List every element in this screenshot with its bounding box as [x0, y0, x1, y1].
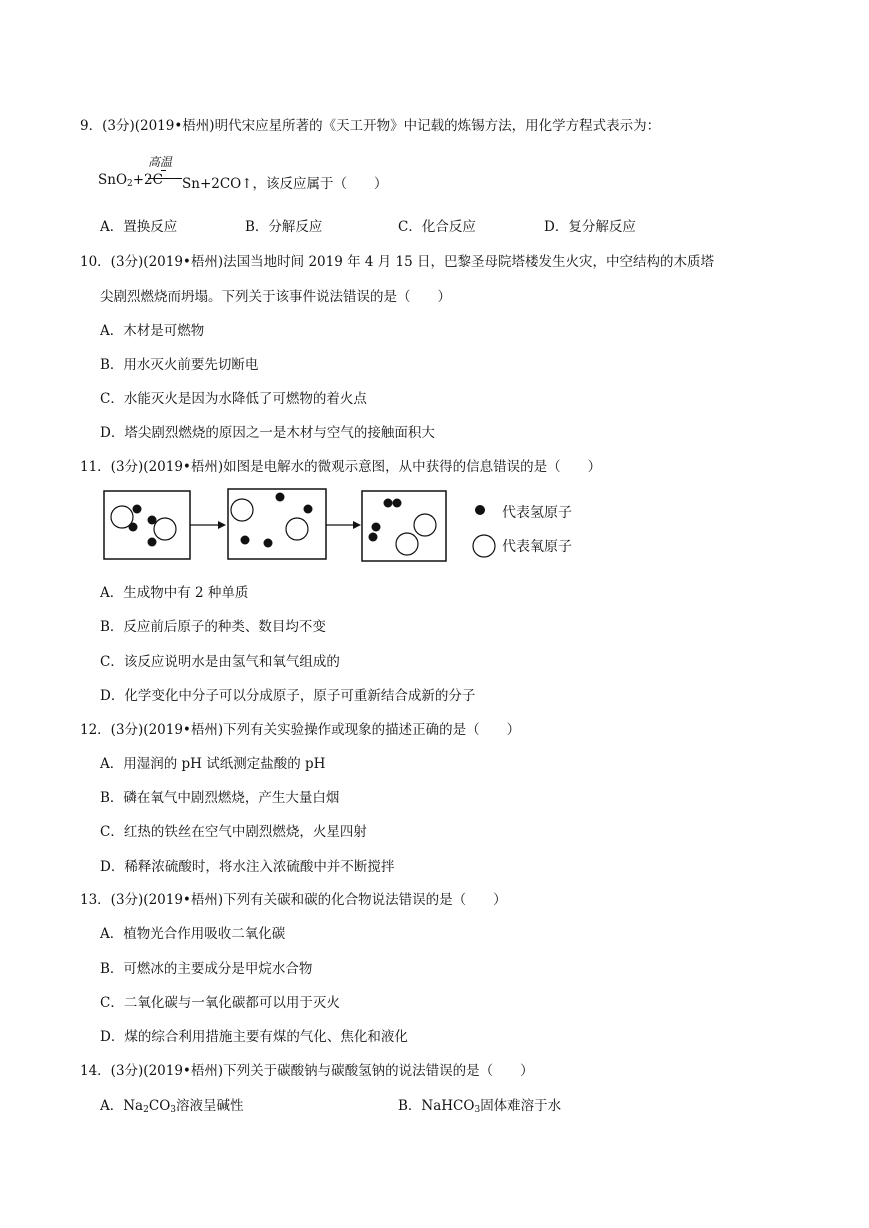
oxygen-atom	[396, 533, 418, 555]
q10-stem-line2: 尖剧烈燃烧而坍塌。下列关于该事件说法错误的是（ ）	[100, 289, 451, 305]
q11-option-a[interactable]: A．生成物中有 2 种单质	[100, 585, 249, 601]
oxygen-atom	[286, 518, 308, 540]
hydrogen-atom	[264, 539, 273, 548]
q12-stem: 12．(3分)(2019•梧州)下列有关实验操作或现象的描述正确的是（ ）	[80, 722, 521, 738]
q10-stem-line1: 10．(3分)(2019•梧州)法国当地时间 2019 年 4 月 15 日，巴黎圣母院塔楼发生火灾，中空结构的木质塔	[80, 254, 715, 270]
legend-oxygen-circle	[473, 535, 495, 557]
q11-option-b[interactable]: B．反应前后原子的种类、数目均不变	[100, 619, 326, 635]
legend-hydrogen-label: 代表氢原子	[502, 505, 572, 521]
arrow-2-head	[353, 521, 361, 529]
hydrogen-atom	[304, 505, 313, 514]
q12-option-c[interactable]: C．红热的铁丝在空气中剧烈燃烧，火星四射	[100, 824, 367, 840]
oxygen-atom	[414, 514, 436, 536]
q9-equation-left: SnO$_2$+2C	[98, 172, 163, 189]
condition-mark	[161, 170, 166, 171]
hydrogen-atom	[372, 523, 381, 532]
oxygen-atom	[231, 499, 253, 521]
electrolysis-diagram	[100, 485, 620, 570]
hydrogen-atom	[148, 538, 157, 547]
q12-option-d[interactable]: D．稀释浓硫酸时，将水注入浓硫酸中并不断搅拌	[100, 859, 395, 875]
hydrogen-atom	[241, 536, 250, 545]
q10-option-a[interactable]: A．木材是可燃物	[100, 323, 205, 339]
q9-option-b[interactable]: B．分解反应	[245, 219, 323, 235]
hydrogen-atom	[384, 499, 393, 508]
legend-hydrogen-dot	[475, 505, 485, 515]
q13-option-d[interactable]: D．煤的综合利用措施主要有煤的气化、焦化和液化	[100, 1029, 408, 1045]
legend-oxygen-label: 代表氧原子	[502, 539, 572, 555]
q13-option-b[interactable]: B．可燃冰的主要成分是甲烷水合物	[100, 961, 313, 977]
hydrogen-atom	[276, 493, 285, 502]
hydrogen-atom	[129, 523, 138, 532]
q13-stem: 13．(3分)(2019•梧州)下列有关碳和碳的化合物说法错误的是（ ）	[80, 892, 507, 908]
arrow-1-head	[218, 521, 226, 529]
q14-option-a[interactable]: A．$Na_2CO_3$溶液呈碱性	[100, 1098, 244, 1115]
oxygen-atom	[154, 518, 176, 540]
hydrogen-atom	[133, 505, 142, 514]
q13-option-a[interactable]: A．植物光合作用吸收二氧化碳	[100, 926, 286, 942]
q13-option-c[interactable]: C．二氧化碳与一氧化碳都可以用于灭火	[100, 995, 340, 1011]
q9-stem: 9．(3分)(2019•梧州)明代宋应星所著的《天工开物》中记载的炼锡方法，用化学方程式表示为：	[80, 118, 661, 134]
hydrogen-atom	[369, 533, 378, 542]
q10-option-c[interactable]: C．水能灭火是因为水降低了可燃物的着火点	[100, 391, 367, 407]
reaction-condition: 高温	[148, 155, 173, 169]
q9-option-c[interactable]: C．化合反应	[398, 219, 476, 235]
q11-option-d[interactable]: D．化学变化中分子可以分成原子，原子可重新结合成新的分子	[100, 688, 476, 704]
q9-option-d[interactable]: D．复分解反应	[544, 219, 636, 235]
q10-option-d[interactable]: D．塔尖剧烈燃烧的原因之一是木材与空气的接触面积大	[100, 425, 435, 441]
q11-option-c[interactable]: C．该反应说明水是由氢气和氧气组成的	[100, 654, 340, 670]
q14-option-b[interactable]: B．NaHCO$_3$固体难溶于水	[398, 1098, 562, 1115]
q10-option-b[interactable]: B．用水灭火前要先切断电	[100, 357, 259, 373]
q14-stem: 14．(3分)(2019•梧州)下列关于碳酸钠与碳酸氢钠的说法错误的是（ ）	[80, 1063, 534, 1079]
hydrogen-atom	[148, 516, 157, 525]
q9-equation-right: Sn+2CO↑，该反应属于（ ）	[182, 176, 388, 192]
q11-stem: 11．(3分)(2019•梧州)如图是电解水的微观示意图，从中获得的信息错误的是（ ）	[80, 459, 602, 475]
q12-option-a[interactable]: A．用湿润的 pH 试纸测定盐酸的 pH	[100, 756, 326, 772]
q12-option-b[interactable]: B．磷在氧气中剧烈燃烧，产生大量白烟	[100, 790, 340, 806]
hydrogen-atom	[393, 499, 402, 508]
q9-option-a[interactable]: A．置换反应	[100, 219, 178, 235]
